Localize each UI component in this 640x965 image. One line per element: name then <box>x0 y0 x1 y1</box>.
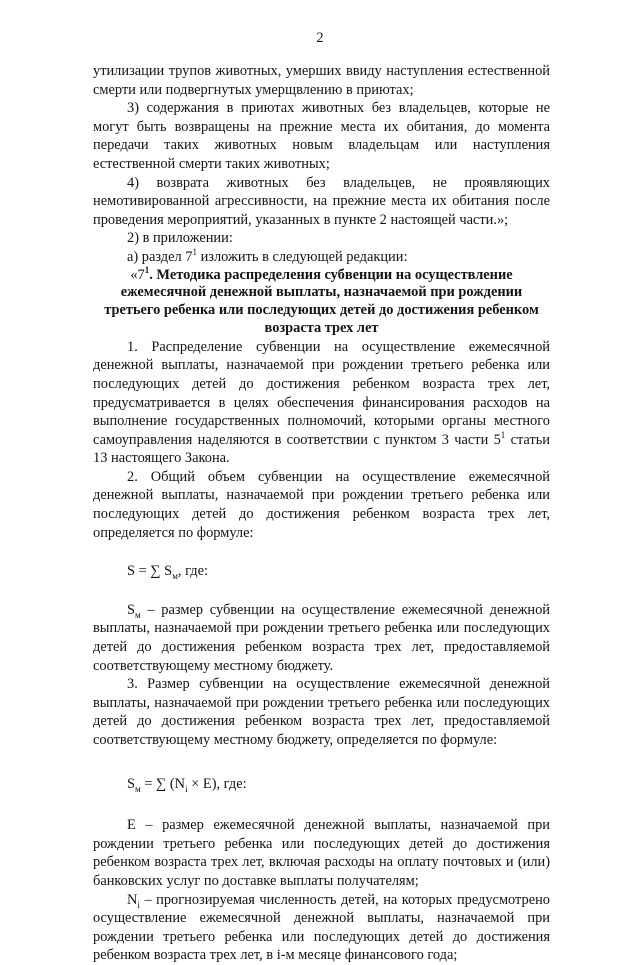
document-body <box>93 62 550 965</box>
definition-sm-subscript: м <box>135 609 141 620</box>
definition-n <box>93 891 550 965</box>
definition-n-text: – прогнозируемая численность детей, на которых предусмотрено осуществление ежемесячной денежной выплаты, назначаемой при рождении третьего ребенка или последующих детей до достижения ребенком возраста трех лет, в i-м месяце финансового года; <box>93 891 550 964</box>
definition-sm-text: – размер субвенции на осуществление ежемесячной денежной выплаты, назначаемой при рождении третьего ребенка или последующих детей до достижения ребенком возраста трех лет, предоставляемой соответствующему местному бюджету. <box>93 601 550 674</box>
item-a-text-end: изложить в следующей редакции: <box>196 248 408 265</box>
formula-municipal-subscript-i: i <box>185 783 188 794</box>
heading-title: . Методика распределения субвенции на осуществление ежемесячной денежной выплаты, назначаемой при рождении третьего ребенка или последующих детей до достижения ребенком возраста трех лет <box>104 266 539 336</box>
item-a-superscript: 1 <box>192 247 197 258</box>
definition-sm <box>93 601 550 675</box>
clause-2: 2. Общий объем субвенции на осуществление ежемесячной денежной выплаты, назначаемой при рождении третьего ребенка или последующих детей до достижения ребенком возраста трех лет, определяется по формуле: <box>93 468 550 541</box>
paragraph-item-3: 3) содержания в приютах животных без владельцев, которые не могут быть возвращены на прежние места их обитания, до момента передачи таких животных новым владельцам или наступления естественной смерти таких животных; <box>93 100 550 172</box>
formula-municipal-symbol: S <box>127 775 136 792</box>
paragraph-item-4: 4) возврата животных без владельцев, не проявляющих немотивированной агрессивности, на прежние места их обитания после проведения мероприятий, указанных в пункте 2 настоящей части.»; <box>93 174 550 228</box>
definition-sm-symbol: S <box>127 601 136 618</box>
definition-e: E – размер ежемесячной денежной выплаты, назначаемой при рождении третьего ребенка или последующих детей до достижения ребенком возраста трех лет, включая расходы на оплату почтовых и (или) банковских услуг по доставке выплаты получателям; <box>93 817 550 889</box>
heading-superscript: 1 <box>144 264 150 275</box>
formula-municipal-tail: × E), где: <box>187 775 247 792</box>
heading-number: «7 <box>130 266 145 283</box>
formula-total-subscript: м <box>172 571 178 582</box>
page-number: 2 <box>316 30 324 46</box>
formula-municipal-sum: = ∑ (N <box>140 775 186 792</box>
clause-1 <box>93 338 550 468</box>
definition-n-symbol: N <box>127 891 138 908</box>
formula-municipal-subscript-m: м <box>135 783 141 794</box>
paragraph-continuation: утилизации трупов животных, умерших ввиду наступления естественной смерти или подвергнутых умерщвлению в приютах; <box>93 63 550 98</box>
formula-total <box>127 562 550 581</box>
clause-1-text: 1. Распределение субвенции на осуществление ежемесячной денежной выплаты, назначаемой при рождении третьего ребенка или последующих детей до достижения ребенком возраста трех лет, предусматривается в целях обеспечения финансирования расходов на выполнение государственных полномочий, которыми органы местного самоуправления наделяются в соответствии с пунктом 3 части 5 <box>93 338 550 448</box>
paragraph-appendix: 2) в приложении: <box>127 230 233 247</box>
clause-1-superscript: 1 <box>500 429 506 440</box>
section-heading <box>93 264 550 338</box>
formula-total-lhs: S = ∑ S <box>127 563 173 580</box>
item-a-text: а) раздел 7 <box>127 248 193 265</box>
formula-municipal <box>127 775 550 794</box>
definition-n-subscript: i <box>137 899 140 910</box>
paragraph-item-a <box>93 248 550 267</box>
clause-3: 3. Размер субвенции на осуществление ежемесячной денежной выплаты, назначаемой при рождении третьего ребенка или последующих детей до достижения ребенком возраста трех лет, предоставляемой соответствующему местному бюджету, определяется по формуле: <box>93 676 550 748</box>
formula-total-tail: , где: <box>177 563 208 580</box>
clause-1-text-end: статьи 13 настоящего Закона. <box>93 431 550 467</box>
